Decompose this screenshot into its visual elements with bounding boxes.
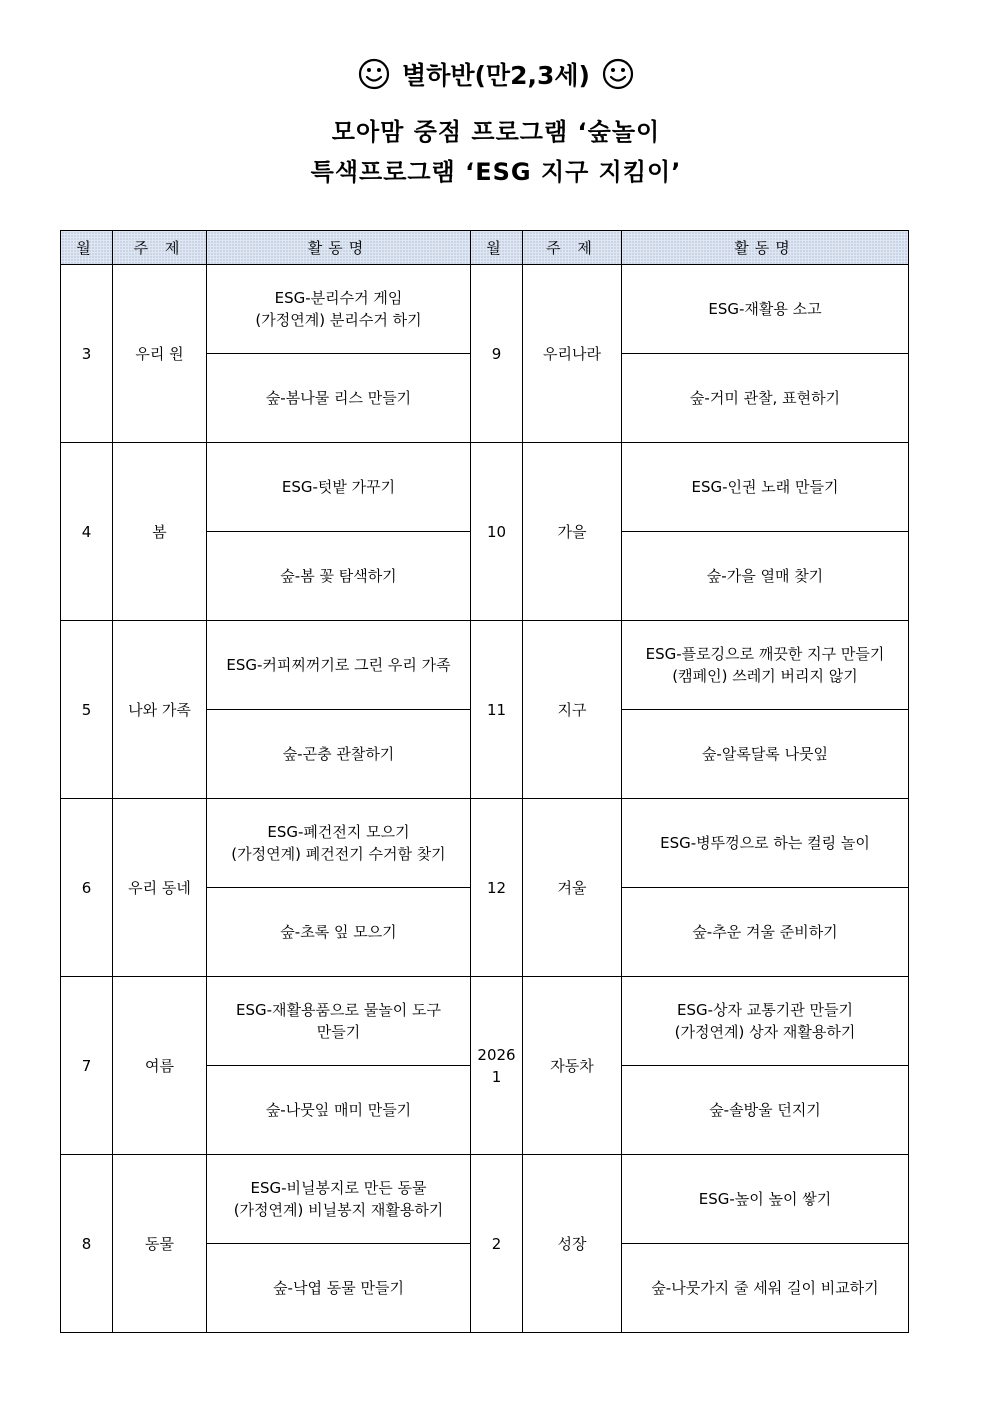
forest-activity-cell: 숲-알록달록 나뭇잎 bbox=[622, 710, 909, 799]
header-theme: 주 제 bbox=[113, 231, 207, 265]
table-row bbox=[61, 621, 909, 710]
forest-activity-cell: 숲-나뭇가지 줄 세워 길이 비교하기 bbox=[622, 1244, 909, 1333]
forest-activity-cell: 숲-추운 겨울 준비하기 bbox=[622, 888, 909, 977]
forest-activity-cell: 숲-나뭇잎 매미 만들기 bbox=[207, 1066, 471, 1155]
esg-activity-cell: ESG-병뚜껑으로 하는 컬링 놀이 bbox=[622, 799, 909, 888]
esg-activity-cell: ESG-비닐봉지로 만든 동물 (가정연계) 비닐봉지 재활용하기 bbox=[207, 1155, 471, 1244]
forest-activity-cell: 숲-낙엽 동물 만들기 bbox=[207, 1244, 471, 1333]
month-cell: 3 bbox=[61, 265, 113, 443]
month-cell: 9 bbox=[471, 265, 523, 443]
theme-cell: 여름 bbox=[113, 977, 207, 1155]
table-header-row bbox=[61, 231, 909, 265]
month-cell: 12 bbox=[471, 799, 523, 977]
header-activity: 활동명 bbox=[622, 231, 909, 265]
month-cell: 5 bbox=[61, 621, 113, 799]
theme-cell: 나와 가족 bbox=[113, 621, 207, 799]
forest-activity-cell: 숲-거미 관찰, 표현하기 bbox=[622, 354, 909, 443]
month-cell: 2026 1 bbox=[471, 977, 523, 1155]
theme-cell: 성장 bbox=[523, 1155, 622, 1333]
class-title-text: 별하반(만2,3세) bbox=[402, 61, 590, 90]
smiley-icon bbox=[602, 58, 634, 90]
theme-cell: 겨울 bbox=[523, 799, 622, 977]
month-cell: 10 bbox=[471, 443, 523, 621]
forest-activity-cell: 숲-봄 꽃 탐색하기 bbox=[207, 532, 471, 621]
month-cell: 6 bbox=[61, 799, 113, 977]
header-activity: 활동명 bbox=[207, 231, 471, 265]
table-row bbox=[61, 799, 909, 888]
esg-activity-cell: ESG-높이 높이 쌓기 bbox=[622, 1155, 909, 1244]
esg-activity-cell: ESG-분리수거 게임 (가정연계) 분리수거 하기 bbox=[207, 265, 471, 354]
esg-activity-cell: ESG-재활용품으로 물놀이 도구 만들기 bbox=[207, 977, 471, 1066]
theme-cell: 봄 bbox=[113, 443, 207, 621]
table-row bbox=[61, 265, 909, 354]
theme-cell: 자동차 bbox=[523, 977, 622, 1155]
esg-activity-cell: ESG-상자 교통기관 만들기 (가정연계) 상자 재활용하기 bbox=[622, 977, 909, 1066]
esg-activity-cell: ESG-플로깅으로 깨끗한 지구 만들기 (캠페인) 쓰레기 버리지 않기 bbox=[622, 621, 909, 710]
esg-activity-cell: ESG-텃밭 가꾸기 bbox=[207, 443, 471, 532]
program-schedule-table bbox=[60, 230, 909, 1333]
theme-cell: 우리 동네 bbox=[113, 799, 207, 977]
forest-activity-cell: 숲-가을 열매 찾기 bbox=[622, 532, 909, 621]
forest-activity-cell: 숲-곤충 관찰하기 bbox=[207, 710, 471, 799]
table-row bbox=[61, 1155, 909, 1244]
header-month: 월 bbox=[61, 231, 113, 265]
month-cell: 8 bbox=[61, 1155, 113, 1333]
forest-activity-cell: 숲-봄나물 리스 만들기 bbox=[207, 354, 471, 443]
program-title-esg: 특색프로그램 ‘ESG 지구 지킴이’ bbox=[310, 158, 682, 186]
theme-cell: 우리나라 bbox=[523, 265, 622, 443]
class-title bbox=[0, 52, 992, 96]
header-theme: 주 제 bbox=[523, 231, 622, 265]
table-row bbox=[61, 977, 909, 1066]
forest-activity-cell: 숲-솔방울 던지기 bbox=[622, 1066, 909, 1155]
theme-cell: 동물 bbox=[113, 1155, 207, 1333]
month-cell: 7 bbox=[61, 977, 113, 1155]
esg-activity-cell: ESG-재활용 소고 bbox=[622, 265, 909, 354]
program-title-forest: 모아맘 중점 프로그램 ‘숲놀이 bbox=[331, 118, 661, 146]
esg-activity-cell: ESG-폐건전지 모으기 (가정연계) 폐건전기 수거함 찾기 bbox=[207, 799, 471, 888]
esg-activity-cell: ESG-인권 노래 만들기 bbox=[622, 443, 909, 532]
forest-activity-cell: 숲-초록 잎 모으기 bbox=[207, 888, 471, 977]
month-cell: 4 bbox=[61, 443, 113, 621]
table-row bbox=[61, 443, 909, 532]
month-cell: 2 bbox=[471, 1155, 523, 1333]
month-cell: 11 bbox=[471, 621, 523, 799]
header-month: 월 bbox=[471, 231, 523, 265]
theme-cell: 지구 bbox=[523, 621, 622, 799]
smiley-icon bbox=[358, 58, 390, 90]
theme-cell: 우리 원 bbox=[113, 265, 207, 443]
esg-activity-cell: ESG-커피찌꺼기로 그린 우리 가족 bbox=[207, 621, 471, 710]
theme-cell: 가을 bbox=[523, 443, 622, 621]
